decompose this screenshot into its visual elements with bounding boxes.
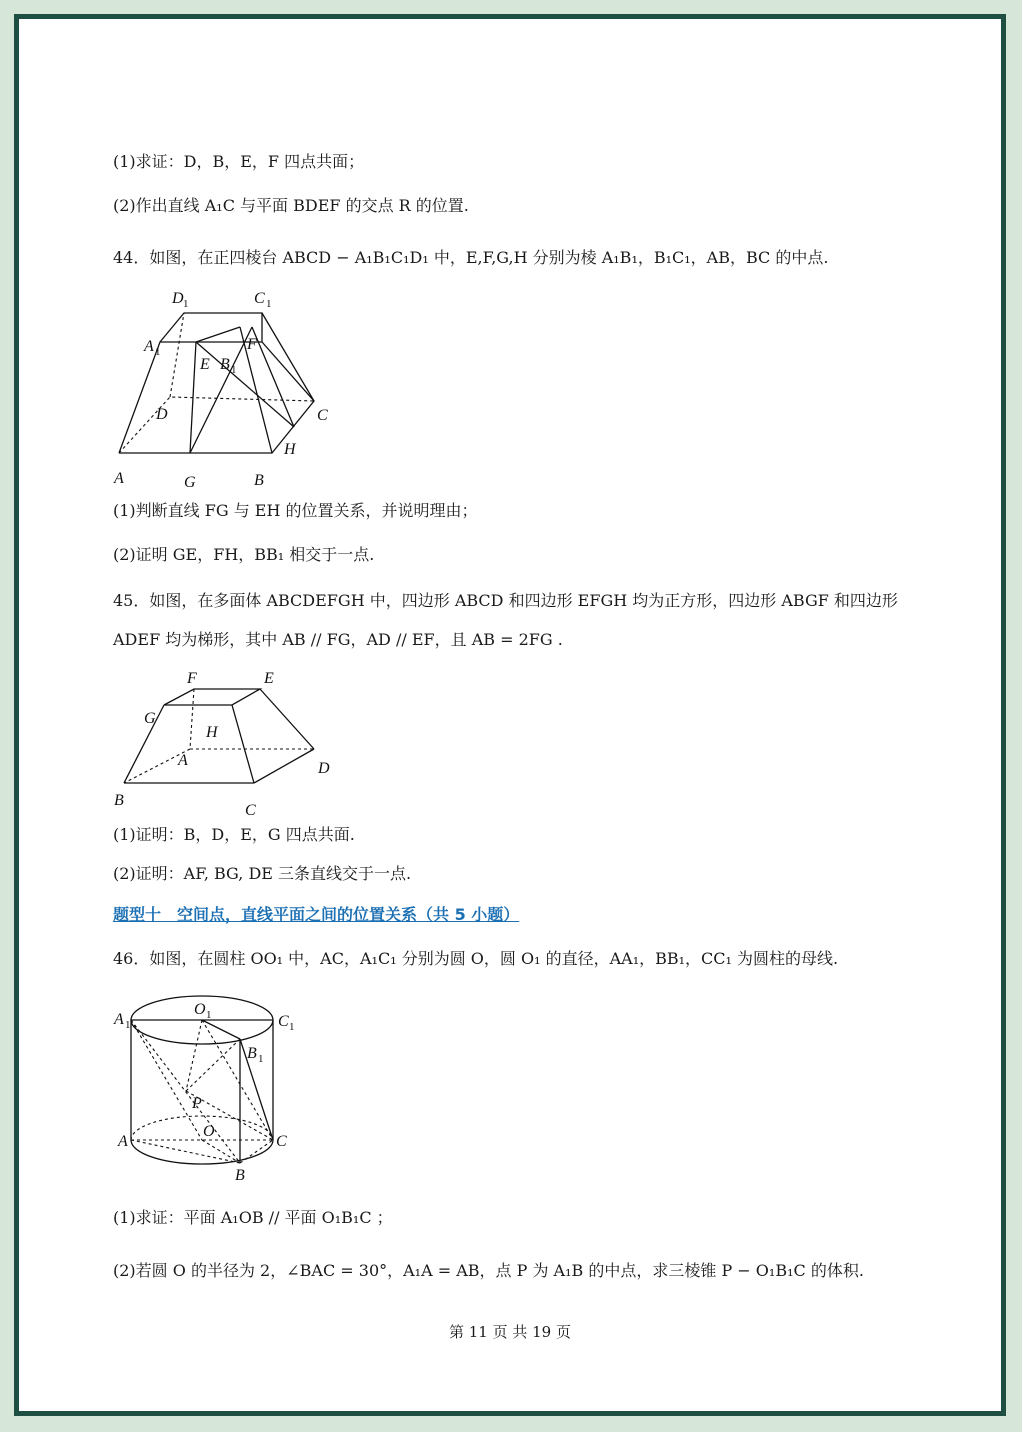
label-E: E — [264, 670, 274, 687]
label-A: A — [178, 752, 188, 769]
label-F: F — [247, 336, 257, 353]
svg-text:1: 1 — [258, 1053, 264, 1065]
label-C: C — [317, 407, 328, 424]
label-G: G — [184, 474, 196, 491]
label-B: B — [114, 792, 124, 809]
svg-text:1: 1 — [289, 1021, 295, 1033]
label-A: A — [118, 1133, 128, 1150]
label-H: H — [206, 724, 218, 741]
q46-part1: (1)求证：平面 A₁OB // 平面 O₁B₁C ； — [113, 1208, 393, 1227]
label-F: F — [187, 670, 197, 687]
label-B: B — [254, 472, 264, 489]
svg-text:1: 1 — [206, 1009, 212, 1021]
q44-part2: (2)证明 GE，FH，BB₁ 相交于一点. — [113, 545, 375, 564]
svg-text:1: 1 — [266, 298, 272, 310]
label-D1: D — [172, 290, 184, 307]
q45-part2: (2)证明：AF, BG, DE 三条直线交于一点. — [113, 864, 412, 883]
label-A1: A — [114, 1011, 124, 1028]
label-C1: C — [278, 1013, 289, 1030]
label-O1: O — [194, 1001, 206, 1018]
section-title: 题型十 空间点，直线平面之间的位置关系（共 5 小题） — [113, 905, 520, 924]
q44-stem: 44．如图，在正四棱台 ABCD − A₁B₁C₁D₁ 中，E,F,G,H 分别为棱 A₁B₁，B₁C₁，AB，BC 的中点. — [113, 248, 829, 267]
label-H: H — [284, 441, 296, 458]
svg-text:1: 1 — [231, 364, 237, 376]
label-D: D — [318, 760, 330, 777]
svg-text:1: 1 — [125, 1019, 131, 1031]
q45-stem-line2: ADEF 均为梯形，其中 AB // FG，AD // EF，且 AB = 2FG . — [113, 630, 563, 649]
label-B1: B — [220, 356, 230, 373]
q46-labels — [113, 1001, 295, 1184]
svg-text:1: 1 — [183, 298, 189, 310]
q45-labels — [114, 670, 330, 819]
q43-part2: (2)作出直线 A₁C 与平面 BDEF 的交点 R 的位置. — [113, 196, 469, 215]
q46-figure — [114, 994, 314, 1184]
q45-edges — [124, 689, 314, 783]
label-G: G — [144, 710, 156, 727]
q46-stem: 46．如图，在圆柱 OO₁ 中，AC，A₁C₁ 分别为圆 O，圆 O₁ 的直径，AA₁，BB₁，CC₁ 为圆柱的母线. — [113, 949, 839, 968]
svg-text:1: 1 — [155, 346, 161, 358]
document-page — [14, 14, 1006, 1416]
q43-part1: (1)求证：D，B，E，F 四点共面； — [113, 152, 365, 171]
q44-figure — [114, 289, 354, 491]
q44-edges — [119, 313, 314, 453]
q46-edges — [131, 996, 273, 1164]
label-O: O — [203, 1123, 215, 1140]
q45-figure — [114, 669, 354, 819]
label-C: C — [245, 802, 256, 819]
q45-part1: (1)证明：B，D，E，G 四点共面. — [113, 825, 355, 844]
q45-stem-line1: 45．如图，在多面体 ABCDEFGH 中，四边形 ABCD 和四边形 EFGH 均为正方形，四边形 ABGF 和四边形 — [113, 591, 898, 610]
label-C: C — [276, 1133, 287, 1150]
q46-part2: (2)若圆 O 的半径为 2，∠BAC = 30°，A₁A = AB，点 P 为 A₁B 的中点，求三棱锥 P − O₁B₁C 的体积. — [113, 1261, 864, 1280]
label-C1: C — [254, 290, 265, 307]
label-B: B — [235, 1167, 245, 1184]
label-E: E — [200, 356, 210, 373]
label-A1: A — [144, 338, 154, 355]
label-A: A — [114, 470, 124, 487]
label-P: P — [192, 1095, 202, 1112]
label-D: D — [156, 406, 168, 423]
label-B1: B — [247, 1045, 257, 1062]
page-footer: 第 11 页 共 19 页 — [448, 1323, 571, 1341]
q44-part1: (1)判断直线 FG 与 EH 的位置关系，并说明理由； — [113, 501, 478, 520]
